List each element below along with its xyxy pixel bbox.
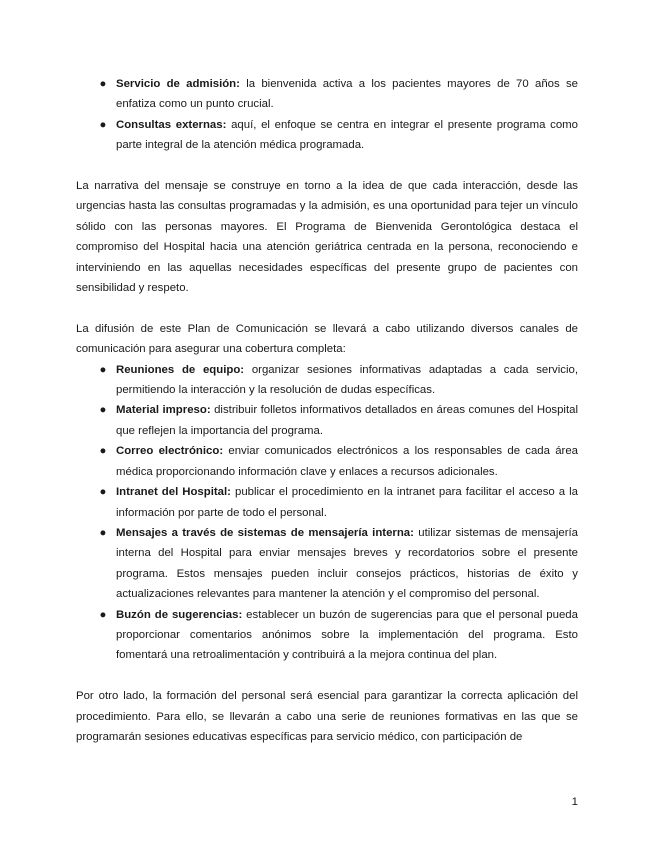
paragraph-narrative: La narrativa del mensaje se construye en torno a la idea de que cada interacción, desde las urgencias hasta las consultas programadas y la admisión, es una oportunidad para tejer un vínculo sólido con las personas mayores. El Programa de Bienvenida Gerontológica destaca el compromiso del Hospital hacia una atención geriátrica centrada en la persona, reconociendo e interviniendo en las aquellas necesidades específicas del presente grupo de pacientes con sensibilidad y respeto. — [76, 180, 578, 295]
bullet-icon: ● — [99, 118, 107, 131]
list-item-title: Buzón de sugerencias: — [116, 608, 243, 621]
bullet-icon: ● — [99, 445, 107, 458]
bullet-icon: ● — [99, 404, 107, 417]
list-item-text: organizar sesiones informativas adaptadas a cada servicio, permitiendo la interacción y la resolución de dudas específicas. — [116, 363, 578, 397]
spacer — [76, 666, 578, 686]
service-list — [76, 74, 578, 156]
list-item-title: Material impreso: — [116, 404, 211, 417]
list-item-title: Mensajes a través de sistemas de mensajería interna: — [116, 526, 414, 539]
paragraph-formacion: Por otro lado, la formación del personal será esencial para garantizar la correcta aplicación del procedimiento. Para ello, se llevarán a cabo una serie de reuniones formativas en las que se programarán sesiones educativas específicas para servicio médico, con participación de — [76, 690, 578, 743]
list-item-title: Consultas externas: — [116, 118, 227, 131]
bullet-icon: ● — [99, 608, 107, 621]
spacer — [76, 156, 578, 176]
list-item-text: aquí, el enfoque se centra en integrar el presente programa como parte integral de la atención médica programada. — [116, 118, 578, 152]
document-page — [76, 74, 578, 747]
list-item-text: utilizar sistemas de mensajería interna del Hospital para enviar mensajes breves y recordatorios sobre el presente programa. Estos mensajes pueden incluir consejos prácticos, historias de éxito y actualizaciones relevantes para mantener la atención y el compromiso del personal. — [116, 526, 579, 601]
channel-list — [76, 360, 578, 666]
list-item — [76, 441, 578, 482]
list-item — [76, 400, 578, 441]
list-item-text: establecer un buzón de sugerencias para que el personal pueda proporcionar comentarios anónimos sobre la implementación del programa. Esto fomentará una retroalimentación y contribuirá a la mejora continua del plan. — [116, 608, 578, 662]
list-item-text: publicar el procedimiento en la intranet para facilitar el acceso a la información por parte de todo el personal. — [116, 486, 578, 519]
list-item — [76, 482, 578, 523]
paragraph-difusion: La difusión de este Plan de Comunicación se llevará a cabo utilizando diversos canales de comunicación para asegurar una cobertura completa: — [76, 322, 578, 356]
list-item-title: Correo electrónico: — [116, 445, 224, 458]
list-item-title: Servicio de admisión: — [116, 78, 240, 90]
list-item — [76, 605, 578, 666]
list-item-text: distribuir folletos informativos detallados en áreas comunes del Hospital que reflejen la importancia del programa. — [116, 404, 578, 437]
list-item-text: la bienvenida activa a los pacientes mayores de 70 años se enfatiza como un punto crucial. — [116, 78, 578, 111]
list-item — [76, 115, 578, 156]
list-item-title: Reuniones de equipo: — [116, 363, 245, 376]
list-item-title: Intranet del Hospital: — [116, 486, 231, 499]
list-item — [76, 74, 578, 115]
spacer — [76, 298, 578, 318]
bullet-icon: ● — [99, 526, 107, 539]
bullet-icon: ● — [99, 363, 107, 376]
list-item — [76, 523, 578, 605]
page-number: 1 — [571, 796, 578, 808]
bullet-icon: ● — [99, 486, 107, 499]
bullet-icon: ● — [99, 78, 107, 90]
list-item — [76, 360, 578, 401]
list-item-text: enviar comunicados electrónicos a los responsables de cada área médica proporcionando información clave y enlaces a recursos adicionales. — [116, 445, 578, 478]
